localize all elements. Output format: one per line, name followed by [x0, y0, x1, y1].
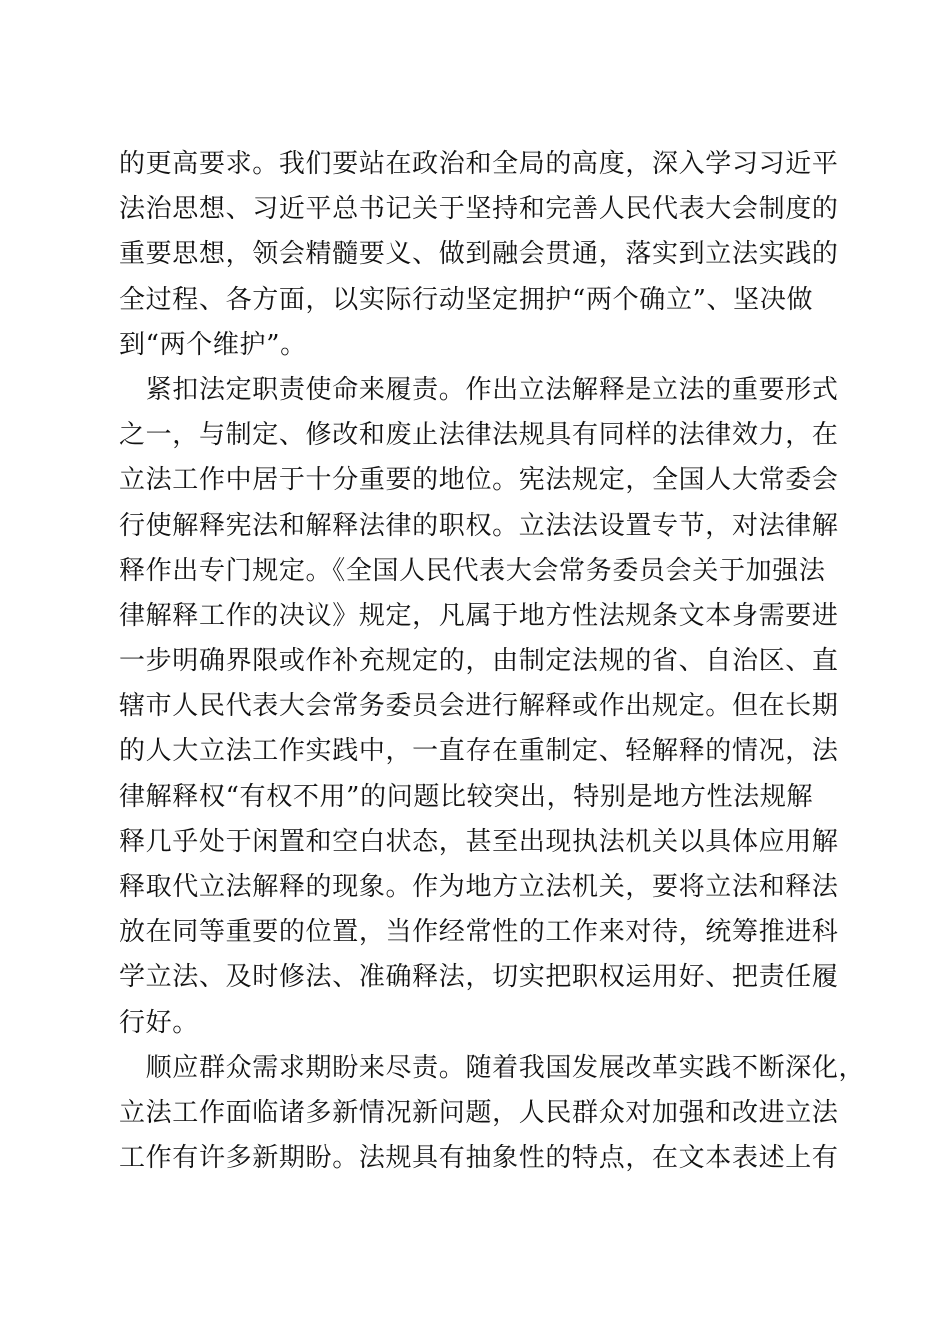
- text-line: 到“两个维护”。: [119, 329, 307, 360]
- text-line: 立法工作中居于十分重要的地位。宪法规定，全国人大常委会: [119, 465, 839, 496]
- text-line: 辖市人民代表大会常务委员会进行解释或作出规定。但在长期: [119, 691, 839, 722]
- text-line: 释取代立法解释的现象。作为地方立法机关，要将立法和释法: [119, 872, 839, 902]
- text-line: 放在同等重要的位置，当作经常性的工作来对待，统筹推进科: [119, 917, 839, 948]
- text-line: 释几乎处于闲置和空白状态，甚至出现执法机关以具体应用解: [119, 826, 839, 857]
- text-line: 学立法、及时修法、准确释法，切实把职权运用好、把责任履: [119, 962, 839, 993]
- paragraph-start-line: 顺应群众需求期盼来尽责。随着我国发展改革实践不断深化，: [119, 1052, 866, 1083]
- text-line: 的更高要求。我们要站在政治和全局的高度，深入学习习近平: [119, 149, 839, 179]
- text-line: 工作有许多新期盼。法规具有抽象性的特点，在文本表述上有: [119, 1143, 839, 1174]
- paragraph-start-line: 紧扣法定职责使命来履责。作出立法解释是立法的重要形式: [119, 374, 839, 405]
- text-line: 法治思想、习近平总书记关于坚持和完善人民代表大会制度的: [119, 194, 839, 225]
- text-line: 的人大立法工作实践中，一直存在重制定、轻解释的情况，法: [119, 736, 839, 767]
- text-line: 全过程、各方面，以实际行动坚定拥护“两个确立”、坚决做: [119, 284, 814, 315]
- text-line: 一步明确界限或作补充规定的，由制定法规的省、自治区、直: [119, 646, 839, 677]
- text-line: 行好。: [119, 1007, 199, 1038]
- text-line: 律解释工作的决议》规定，凡属于地方性法规条文本身需要进: [119, 600, 839, 631]
- text-line: 律解释权“有权不用”的问题比较突出，特别是地方性法规解: [119, 781, 814, 812]
- text-line: 立法工作面临诸多新情况新问题，人民群众对加强和改进立法: [119, 1097, 839, 1128]
- document-body: [119, 142, 866, 1181]
- text-line: 行使解释宪法和解释法律的职权。立法法设置专节，对法律解: [119, 510, 839, 541]
- text-line: 之一，与制定、修改和废止法律法规具有同样的法律效力，在: [119, 420, 839, 451]
- text-line: 释作出专门规定。《全国人民代表大会常务委员会关于加强法: [119, 555, 826, 586]
- text-line: 重要思想，领会精髓要义、做到融会贯通，落实到立法实践的: [119, 239, 839, 270]
